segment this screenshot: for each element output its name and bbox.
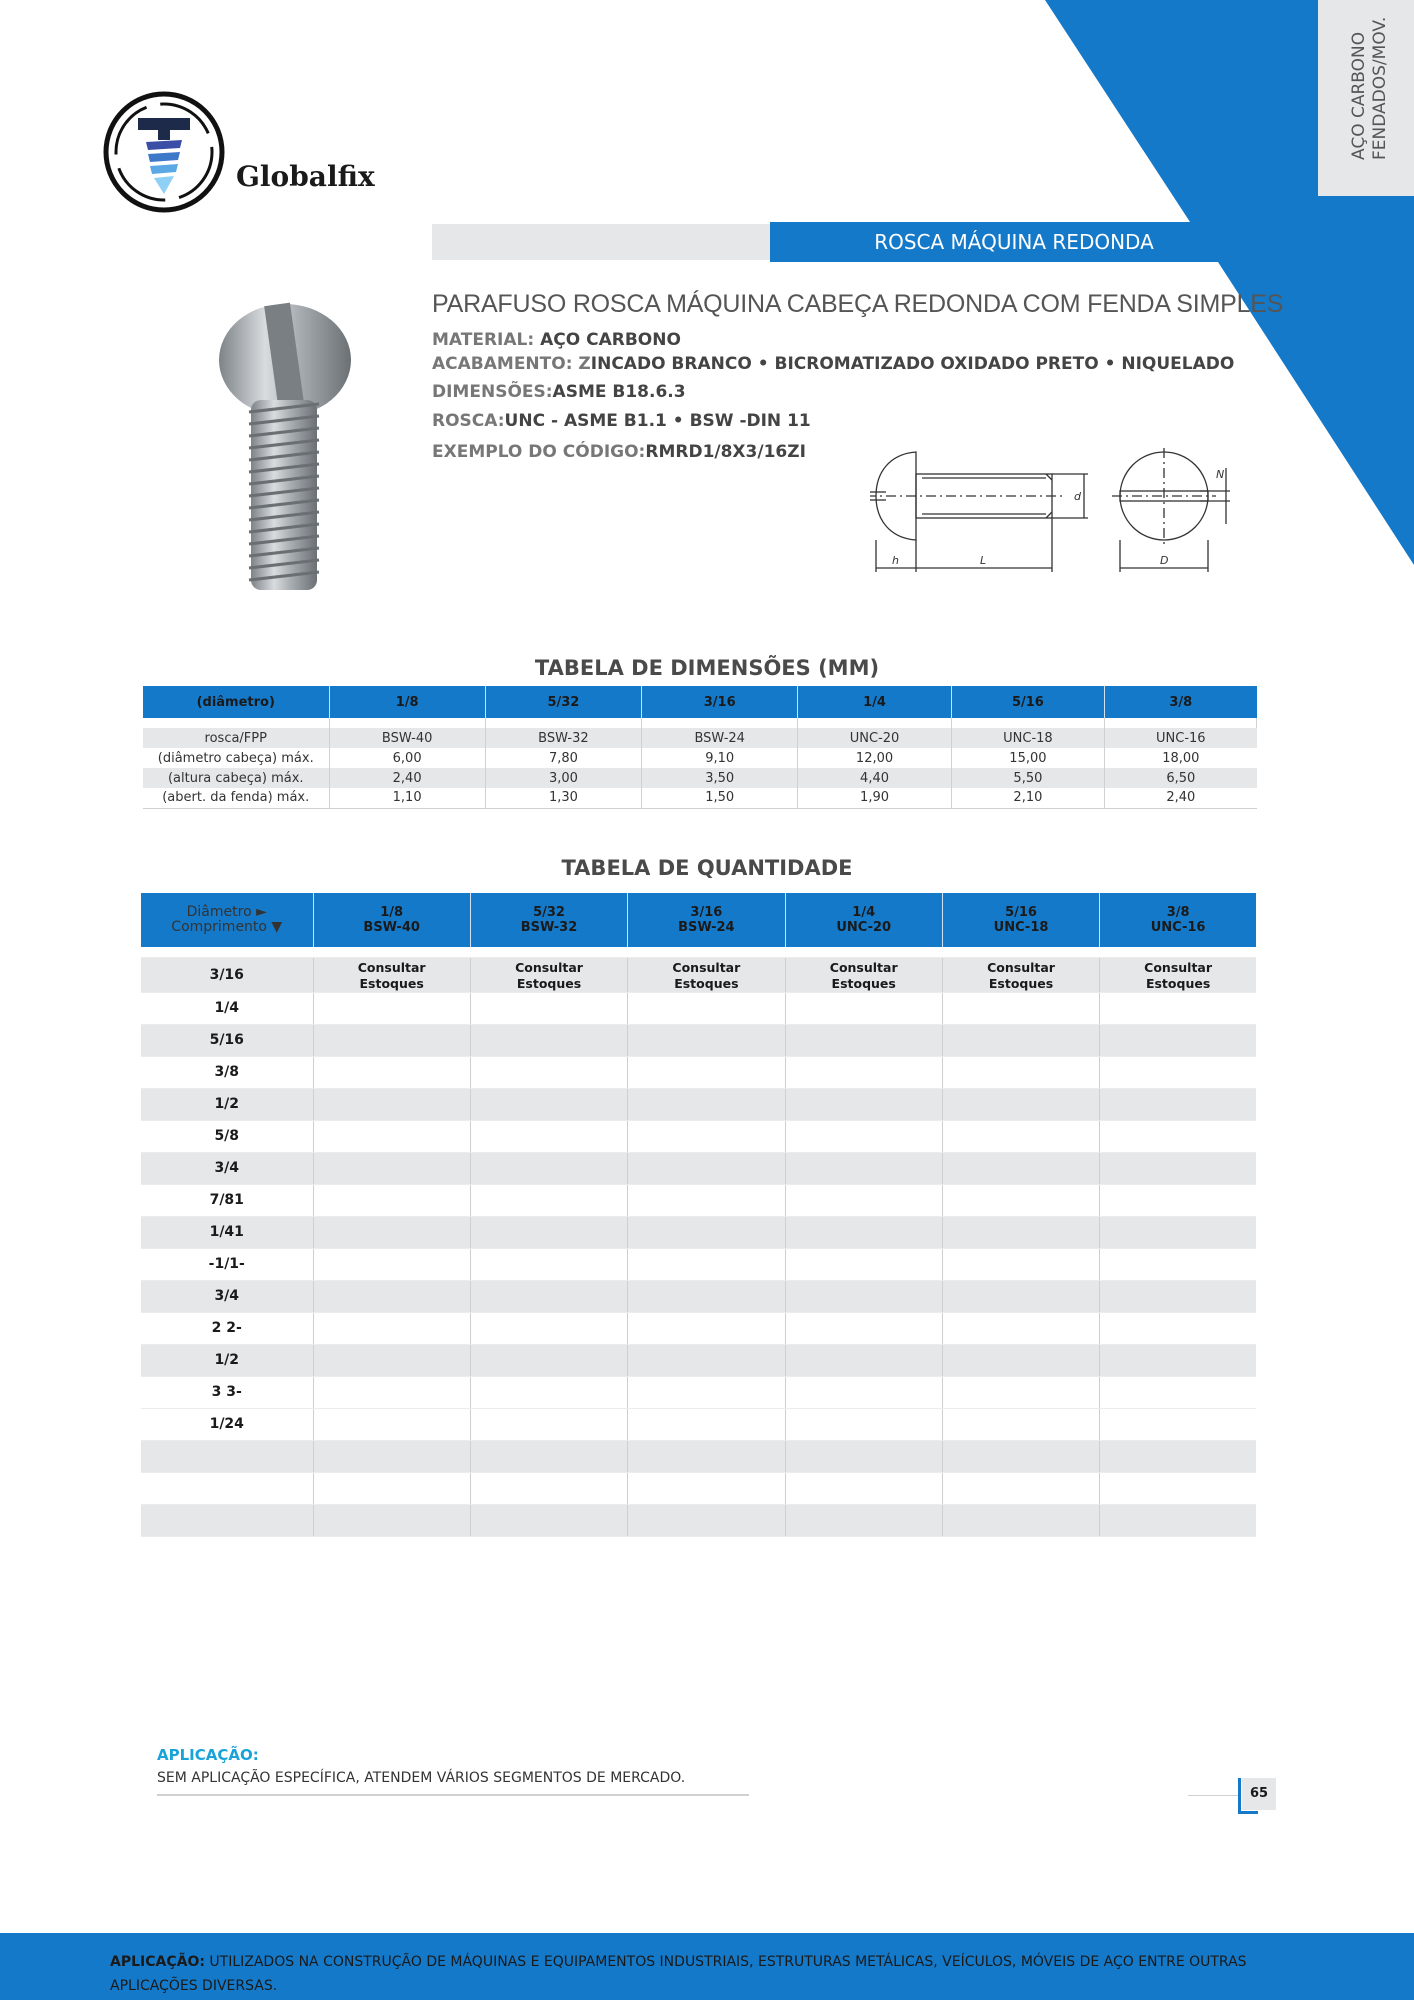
- qty-corner-comprimento: Comprimento ▼: [171, 919, 283, 935]
- qty-stock-cell: [785, 957, 942, 992]
- qty-header-thread: UNC-18: [993, 920, 1049, 935]
- side-category-text: [1349, 0, 1391, 160]
- dim-cell: (abert. da fenda) máx.: [143, 788, 329, 808]
- dim-cell: 3,00: [485, 768, 641, 788]
- qty-length-cell: 1/41: [141, 1216, 313, 1248]
- spec-acabamento-value: INCADO BRANCO • BICROMATIZADO OXIDADO PRETO • NIQUELADO: [590, 354, 1235, 374]
- spec-dimensoes: [432, 382, 686, 402]
- qty-stock-cell: [942, 957, 1099, 992]
- category-bar-background: [432, 224, 770, 260]
- qty-header-thread: UNC-20: [836, 920, 892, 935]
- qty-length-cell: 3/8: [141, 1056, 313, 1088]
- qty-length-cell: [141, 1472, 313, 1504]
- qty-row: [141, 1088, 1256, 1120]
- qty-stock-line1: Consultar: [515, 959, 583, 975]
- qty-header-size: 5/16: [1005, 905, 1037, 920]
- drawing-label-N: N: [1216, 468, 1225, 481]
- qty-length-cell: 7/81: [141, 1184, 313, 1216]
- qty-row: [141, 1440, 1256, 1472]
- qty-row: [141, 1152, 1256, 1184]
- spec-exemplo: [432, 442, 806, 462]
- dim-cell: 4,40: [798, 768, 951, 788]
- qty-stock-line2: Estoques: [674, 975, 739, 991]
- spec-material-value: AÇO CARBONO: [540, 330, 681, 350]
- dim-cell: 1,90: [798, 788, 951, 808]
- qty-stock-line2: Estoques: [359, 975, 424, 991]
- qty-table-title: TABELA DE QUANTIDADE: [561, 856, 853, 880]
- dim-cell: BSW-32: [485, 728, 641, 748]
- qty-row: [141, 1216, 1256, 1248]
- qty-stock-line1: Consultar: [672, 959, 741, 975]
- spec-rosca: [432, 411, 811, 431]
- qty-header-cell: [628, 893, 785, 947]
- dim-cell: 6,00: [329, 748, 485, 768]
- screw-photo-icon: [205, 300, 365, 600]
- qty-row: [141, 1472, 1256, 1504]
- qty-length-cell: 5/16: [141, 1024, 313, 1056]
- dim-cell: 15,00: [951, 748, 1104, 768]
- qty-row: [141, 1056, 1256, 1088]
- dim-cell: (altura cabeça) máx.: [143, 768, 329, 788]
- dim-header-cell: 3/16: [642, 686, 798, 718]
- dim-header-cell: 5/16: [951, 686, 1104, 718]
- dim-row: [143, 768, 1257, 788]
- dim-cell: rosca/FPP: [143, 728, 329, 748]
- dim-header-cell: 1/8: [329, 686, 485, 718]
- qty-row: [141, 1120, 1256, 1152]
- qty-stock-cell: [313, 957, 470, 992]
- spec-dimensoes-label: DIMENSÕES:: [432, 382, 553, 402]
- qty-length-cell: [141, 1440, 313, 1472]
- qty-stock-line1: Consultar: [829, 959, 898, 975]
- dim-cell: 18,00: [1162, 750, 1200, 766]
- side-category-line2: FENDADOS/MOV.: [1370, 16, 1390, 160]
- dim-cell: 2,40: [329, 768, 485, 788]
- qty-stock-line1: Consultar: [1144, 959, 1213, 975]
- dim-cell: 7,80: [485, 748, 641, 768]
- qty-length-cell: 1/2: [141, 1088, 313, 1120]
- dim-row: [143, 728, 1257, 748]
- spec-rosca-label: ROSCA:: [432, 411, 505, 431]
- dim-header-row: [143, 686, 1257, 718]
- dim-table-title: TABELA DE DIMENSÕES (MM): [534, 656, 880, 680]
- qty-length-cell: 3/4: [141, 1152, 313, 1184]
- qty-length-cell: 3/4: [141, 1280, 313, 1312]
- dim-header-cell: 3/8: [1105, 686, 1257, 718]
- quantity-table: [141, 893, 1256, 1537]
- qty-header-row: [141, 893, 1256, 947]
- dim-cell: 9,10: [642, 748, 798, 768]
- qty-length-cell: -1/1-: [141, 1248, 313, 1280]
- qty-row: [141, 1376, 1256, 1408]
- brand-name: Globalfix: [236, 160, 375, 193]
- spec-dimensoes-value: ASME B18.6.3: [552, 382, 686, 402]
- dim-cell: 5,50: [951, 768, 1104, 788]
- qty-stock-cell: [628, 957, 785, 992]
- dim-cell: 3,50: [642, 768, 798, 788]
- qty-length-cell: 2 2-: [141, 1312, 313, 1344]
- qty-stock-line1: Consultar: [987, 959, 1055, 975]
- dim-cell: (diâmetro cabeça) máx.: [143, 748, 329, 768]
- qty-row: [141, 1184, 1256, 1216]
- globalfix-logo-icon: [102, 90, 226, 214]
- qty-row: [141, 1504, 1256, 1536]
- qty-stock-line2: Estoques: [516, 975, 582, 991]
- qty-length-cell: 1/4: [141, 992, 313, 1024]
- qty-stock-line2: Estoques: [831, 975, 896, 991]
- qty-stock-line1: Consultar: [357, 959, 426, 975]
- dim-cell: 1,50: [642, 788, 798, 808]
- qty-header-size: 5/32: [533, 905, 565, 920]
- qty-length-cell: 3 3-: [141, 1376, 313, 1408]
- dim-cell: BSW-24: [642, 728, 798, 748]
- footer-bar: [0, 1933, 1414, 2000]
- page-number-line: [1188, 1795, 1240, 1796]
- side-category-line1: AÇO CARBONO: [1349, 31, 1369, 160]
- qty-row: [141, 1344, 1256, 1376]
- qty-stock-cell: [1100, 957, 1256, 992]
- footer-label: APLICAÇÃO:: [110, 1954, 205, 1970]
- qty-row: [141, 1312, 1256, 1344]
- dim-cell: 2,10: [951, 788, 1104, 808]
- qty-header-thread: BSW-32: [520, 920, 578, 935]
- spec-exemplo-label: EXEMPLO DO CÓDIGO:: [432, 442, 646, 462]
- dim-cell: 12,00: [798, 748, 951, 768]
- qty-length-cell: 3/16: [141, 957, 313, 992]
- spec-exemplo-value: RMRD1/8X3/16ZI: [645, 442, 806, 462]
- dim-header-cell: 1/4: [798, 686, 951, 718]
- qty-stock-line2: Estoques: [988, 975, 1054, 991]
- dim-header-cell: 5/32: [485, 686, 641, 718]
- qty-row: [141, 1248, 1256, 1280]
- qty-length-cell: [141, 1504, 313, 1536]
- spec-rosca-value: UNC - ASME B1.1 • BSW -DIN 11: [504, 411, 811, 431]
- page-number: 65: [1242, 1778, 1276, 1810]
- spec-acabamento: [432, 354, 1234, 374]
- qty-length-cell: 5/8: [141, 1120, 313, 1152]
- dim-cell: 1,10: [329, 788, 485, 808]
- qty-length-cell: 1/24: [141, 1408, 313, 1440]
- technical-drawing: [870, 448, 1240, 584]
- aplicacao-divider: [157, 1794, 749, 1796]
- spec-acabamento-label: ACABAMENTO: Z: [432, 354, 591, 374]
- spec-material: [432, 330, 681, 350]
- qty-header-size: 3/16: [690, 905, 723, 920]
- qty-header-size: 1/4: [852, 905, 876, 920]
- dim-cell: 1,30: [485, 788, 641, 808]
- qty-header-thread: BSW-40: [363, 920, 420, 935]
- drawing-label-D: D: [1160, 554, 1169, 567]
- aplicacao-text: SEM APLICAÇÃO ESPECÍFICA, ATENDEM VÁRIOS SEGMENTOS DE MERCADO.: [157, 1770, 686, 1786]
- dim-cell: UNC-20: [798, 728, 951, 748]
- qty-header-cell: [1100, 893, 1256, 947]
- qty-corner-header: [141, 893, 313, 947]
- qty-stock-cell: [470, 957, 627, 992]
- dim-cell: UNC-18: [951, 728, 1104, 748]
- footer-text: UTILIZADOS NA CONSTRUÇÃO DE MÁQUINAS E EQUIPAMENTOS INDUSTRIAIS, ESTRUTURAS METÁLICAS, VEÍCULOS, MÓVEIS DE AÇO ENTRE OUTRAS APLICAÇÕES DIVERSAS.: [110, 1954, 1247, 1994]
- qty-header-cell: [313, 893, 470, 947]
- qty-header-cell: [470, 893, 627, 947]
- qty-row: [141, 1280, 1256, 1312]
- qty-row: [141, 957, 1256, 992]
- dim-row: [143, 788, 1257, 808]
- dim-cell: 6,50: [1105, 768, 1257, 788]
- qty-corner-diametro: Diâmetro ►: [186, 904, 267, 920]
- qty-header-thread: UNC-16: [1150, 920, 1206, 935]
- dim-cell: UNC-16: [1105, 728, 1257, 748]
- qty-header-thread: BSW-24: [678, 920, 735, 935]
- qty-stock-line2: Estoques: [1145, 975, 1211, 991]
- dim-cell: BSW-40: [329, 728, 485, 748]
- qty-row: [141, 1024, 1256, 1056]
- qty-header-cell: [942, 893, 1099, 947]
- dimension-table: [143, 686, 1257, 809]
- dim-cell: 2,40: [1105, 788, 1257, 808]
- qty-header-size: 1/8: [380, 905, 404, 920]
- spec-material-label: MATERIAL:: [432, 330, 541, 350]
- aplicacao-label: APLICAÇÃO:: [157, 1746, 259, 1764]
- qty-header-size: 3/8: [1166, 905, 1190, 920]
- drawing-label-L: L: [980, 554, 987, 567]
- dim-header-cell: (diâmetro): [143, 686, 329, 718]
- drawing-label-h: h: [892, 554, 899, 567]
- qty-header-cell: [785, 893, 942, 947]
- drawing-label-d: d: [1074, 490, 1081, 503]
- qty-row: [141, 1408, 1256, 1440]
- qty-length-cell: 1/2: [141, 1344, 313, 1376]
- product-title: PARAFUSO ROSCA MÁQUINA CABEÇA REDONDA COM FENDA SIMPLES: [432, 290, 1284, 318]
- qty-row: [141, 992, 1256, 1024]
- category-label: ROSCA MÁQUINA REDONDA: [770, 222, 1258, 262]
- dim-row: [143, 748, 1257, 768]
